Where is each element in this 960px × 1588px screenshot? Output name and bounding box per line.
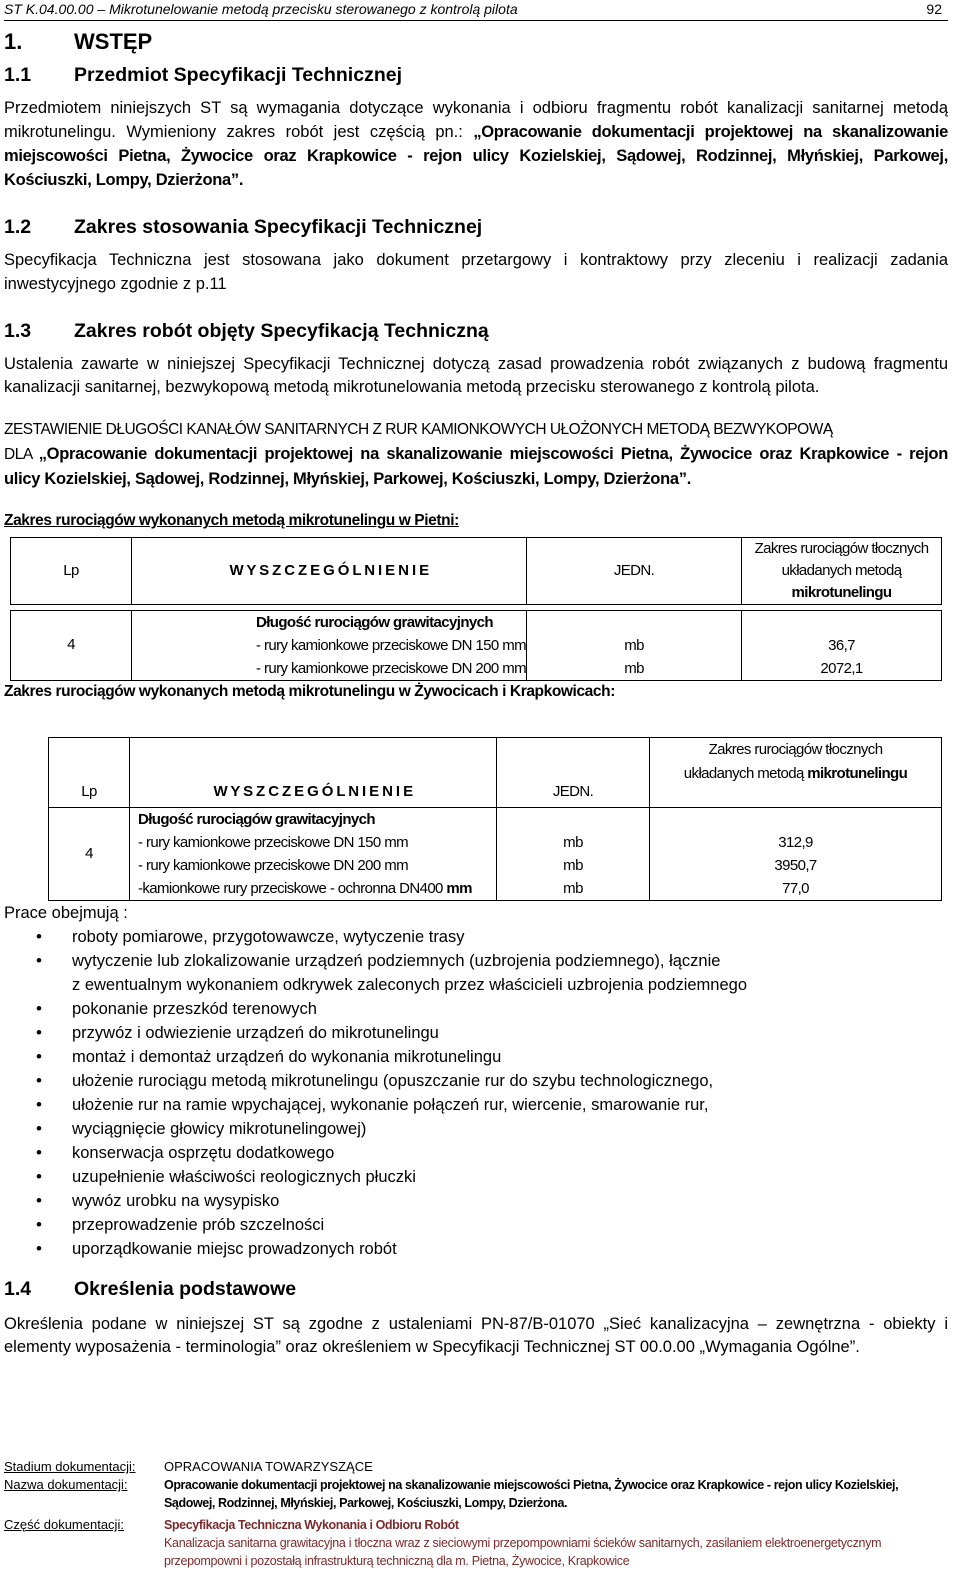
table-row: 4 Długość rurociągów grawitacyjnych - rury kamionkowe przeciskowe DN 150 mm - rury kamionkowe przeciskowe DN 200 mm -kamionkowe rury przeciskowe - ochronna DN400 mm mb mb mb 312,9 3950,7 77,0 — [49, 807, 942, 900]
zestawienie-line: ZESTAWIENIE DŁUGOŚCI KANAŁÓW SANITARNYCH Z RUR KAMIONKOWYCH UŁOŻONYCH METODĄ BEZWYKOPOWĄ — [4, 421, 833, 439]
list-item: • konserwacja osprzętu dodatkowego — [4, 1141, 948, 1165]
list-item: • uporządkowanie miejsc prowadzonych robót — [4, 1237, 948, 1261]
col-lp-header: Lp — [49, 737, 130, 807]
col-lp-header: Lp — [11, 537, 132, 604]
page-header — [4, 0, 948, 21]
col-qty-header: Zakres rurociągów tłocznych układanych metodą mikrotunelingu — [650, 737, 942, 807]
table-zywocice-krapkowice — [48, 737, 942, 901]
works-intro: Prace obejmują : — [4, 903, 128, 922]
col-unit-header: JEDN. — [527, 537, 742, 604]
zestawienie-heading: ZESTAWIENIE DŁUGOŚCI KANAŁÓW SANITARNYCH Z RUR KAMIONKOWYCH UŁOŻONYCH METODĄ BEZWYKOPOWĄ DLA „Opracowanie dokumentacji projektowej na skanalizowanie miejscowości Pietna, Żywocice oraz Krapkowice - rejon ulicy Kozielskiej, Sądowej, Rodzinnej, Młyńskiej, Parkowej, Kościuszki, Lompy, Dzierżona”. — [4, 418, 948, 492]
list-item: • przywóz i odwiezienie urządzeń do mikrotunelingu — [4, 1021, 948, 1045]
page-footer: Stadium dokumentacji: OPRACOWANIA TOWARZYSZĄCE Nazwa dokumentacji: Opracowanie dokumentacji projektowej na skanalizowanie miejscowości Pietna, Żywocice oraz Krapkowice - rejon ulicy Kozielskiej, Sądowej, Rodzinnej, Młyńskiej, Parkowej, Kościuszki, Lompy, Dzierżona. Część dokumentacji: Specyfikacja Techniczna Wykonania i Odbioru Robót Kanalizacja sanitarna grawitacyjna i tłoczna wraz z sieciowymi przepompowniami ścieków sanitarnych, zasilaniem elektroenergetycznym przepompowni i pozostałą infrastrukturą techniczną dla m. Pietna, Żywocice, Krapkowice — [4, 1459, 899, 1568]
lp-cell: 4 — [11, 610, 132, 680]
works-list — [4, 925, 948, 1261]
table-header-row — [49, 737, 942, 807]
list-item: • uzupełnienie właściwości reologicznych płuczki — [4, 1165, 948, 1189]
lp-cell: 4 — [49, 807, 130, 900]
list-item: • ułożenie rur na ramie wpychającej, wykonanie połączeń rur, wiercenie, smarowanie rur, — [4, 1093, 948, 1117]
table-header-row — [11, 537, 942, 604]
footer-label-stadium: Stadium dokumentacji: — [4, 1459, 136, 1474]
heading-wstep: 1. WSTĘP — [4, 29, 153, 54]
footer-value-stadium: OPRACOWANIA TOWARZYSZĄCE — [164, 1459, 373, 1474]
table2-title: Zakres rurociągów wykonanych metodą mikrotunelingu w Żywocicach i Krapkowicach: — [4, 682, 615, 700]
col-desc-header: W Y S Z C Z E G Ó L N I E N I E — [130, 737, 497, 807]
table-row: 4 Długość rurociągów grawitacyjnych - rury kamionkowe przeciskowe DN 150 mm - rury kamionkowe przeciskowe DN 200 mm mb mb 36,7 2072,1 — [11, 610, 942, 680]
col-desc-header: W Y S Z C Z E G Ó L N I E N I E — [132, 537, 527, 604]
header-title: ST K.04.00.00 – Mikrotunelowanie metodą przecisku sterowanego z kontrolą pilota — [4, 1, 518, 17]
list-item: • wywóz urobku na wysypisko — [4, 1189, 948, 1213]
footer-value-czesc: Specyfikacja Techniczna Wykonania i Odbioru Robót — [164, 1518, 459, 1532]
heading-1-2: 1.2 Zakres stosowania Specyfikacji Technicznej — [4, 215, 483, 238]
col-unit-header: JEDN. — [497, 737, 650, 807]
table-pietna — [10, 537, 942, 681]
list-item: • wytyczenie lub zlokalizowanie urządzeń podziemnych (uzbrojenia podziemnego), łącznie z ewentualnym wykonaniem odkrywek zaleconych przez właścicieli uzbrojenia podziemnego — [4, 949, 948, 997]
list-item: • pokonanie przeszkód terenowych — [4, 997, 948, 1021]
footer-label-czesc: Część dokumentacji: — [4, 1517, 124, 1532]
list-item: • wyciągnięcie głowicy mikrotunelingowej) — [4, 1117, 948, 1141]
paragraph-1-2: Specyfikacja Techniczna jest stosowana jako dokument przetargowy i kontraktowy przy zleceniu i realizacji zadania inwestycyjnego zgodnie z p.11 — [4, 250, 948, 293]
col-qty-header: Zakres rurociągów tłocznych układanych metodą mikrotunelingu — [742, 537, 942, 604]
paragraph-1-4: Określenia podane w niniejszej ST są zgodne z ustaleniami PN-87/B-01070 „Sieć kanalizacyjna – zewnętrzna - obiekty i elementy wyposażenia - terminologia” oraz określeniem w Specyfikacji Technicznej ST 00.0.00 „Wymagania Ogólne”. — [4, 1314, 948, 1356]
heading-1-4: 1.4 Określenia podstawowe — [4, 1277, 297, 1300]
list-item: • montaż i demontaż urządzeń do wykonania mikrotunelingu — [4, 1045, 948, 1069]
footer-value-nazwa: Opracowanie dokumentacji projektowej na skanalizowanie miejscowości Pietna, Żywocice oraz Krapkowice - rejon ulicy Kozielskiej, — [164, 1478, 899, 1492]
list-item: • przeprowadzenie prób szczelności — [4, 1213, 948, 1237]
heading-1-1: 1.1 Przedmiot Specyfikacji Technicznej — [4, 64, 402, 86]
page-number: 92 — [926, 1, 942, 17]
paragraph-1-1: Przedmiotem niniejszych ST są wymagania dotyczące wykonania i odbioru fragmentu robót kanalizacji sanitarnej metodą mikrotunelingu. Wymieniony zakres robót jest częścią pn.: „Opracowanie dokumentacji projektowej na skanalizowanie miejscowości Pietna, Żywocice oraz Krapkowice - rejon ulicy Kozielskiej, Sądowej, Rodzinnej, Młyńskiej, Parkowej, Kościuszki, Lompy, Dzierżona”. — [4, 99, 948, 189]
heading-1-3: 1.3 Zakres robót objęty Specyfikacją Techniczną — [4, 319, 489, 342]
table1-title: Zakres rurociągów wykonanych metodą mikrotunelingu w Pietni: — [4, 512, 459, 530]
list-item: • roboty pomiarowe, przygotowawcze, wytyczenie trasy — [4, 925, 948, 949]
list-item: • ułożenie rurociągu metodą mikrotunelingu (opuszczanie rur do szybu technologicznego, — [4, 1069, 948, 1093]
document-page — [4, 0, 948, 1359]
footer-label-nazwa: Nazwa dokumentacji: — [4, 1477, 128, 1492]
paragraph-1-3: Ustalenia zawarte w niniejszej Specyfikacji Technicznej dotyczą zasad prowadzenia robót związanych z budową fragmentu kanalizacji sanitarnej, bezwykopową metodą mikrotunelowania metodą przecisku sterowanego z kontrolą pilota. — [4, 354, 948, 397]
